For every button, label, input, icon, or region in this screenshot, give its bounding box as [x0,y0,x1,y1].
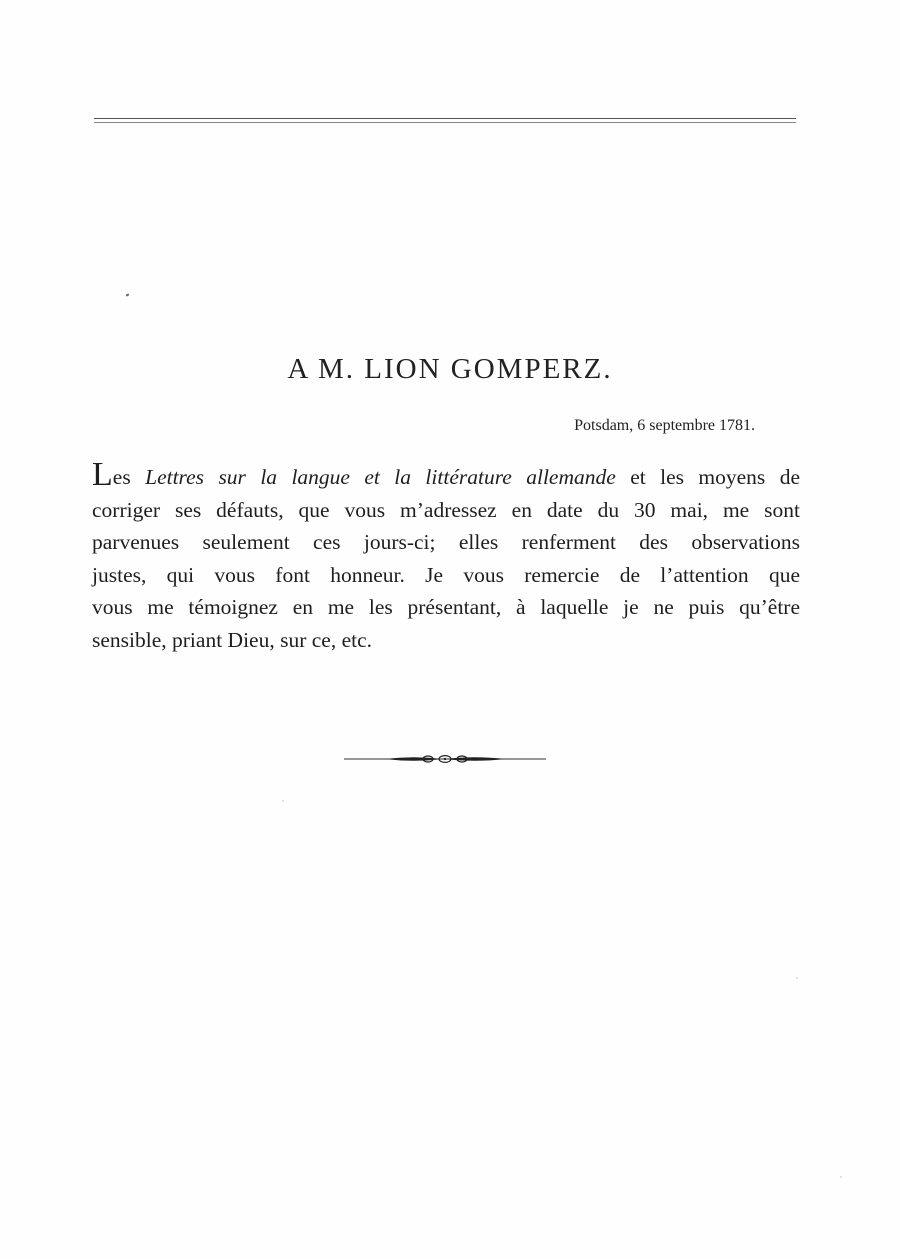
letter-line-1-tail: et les moyens de [630,465,800,489]
letter-title: A M. LION GOMPERZ. [287,353,613,385]
letter-line-4: justes, qui vous font honneur. Je vous remercie de l’attention que [92,562,800,587]
letter-line-2: corriger ses défauts, que vous m’adressez en date du 30 mai, me sont [92,497,800,522]
closing-ornament-icon [344,752,546,766]
letter-line-5: vous me témoignez en me les présentant, à laquelle je ne puis qu’être [92,595,800,619]
scan-speck [840,1176,842,1178]
letter-line-6: sensible, priant Dieu, sur ce, etc. [92,627,373,652]
scan-speck [796,977,798,979]
scan-speck [282,800,284,802]
work-title-italic: Lettres sur la langue et la littérature allemande [145,465,616,489]
drop-cap: L [92,456,113,493]
letter-dateline: Potsdam, 6 septembre 1781. [574,417,755,434]
stray-ink-mark [126,293,130,296]
header-double-rule [94,118,796,124]
header-rule-line-top [94,118,796,119]
letter-body [92,456,800,656]
header-rule-line-bottom [94,122,796,123]
first-word-rest: es [112,465,131,489]
letter-line-1 [92,456,800,494]
letter-line-3: parvenues seulement ces jours-ci; elles renferment des observations [92,530,800,554]
